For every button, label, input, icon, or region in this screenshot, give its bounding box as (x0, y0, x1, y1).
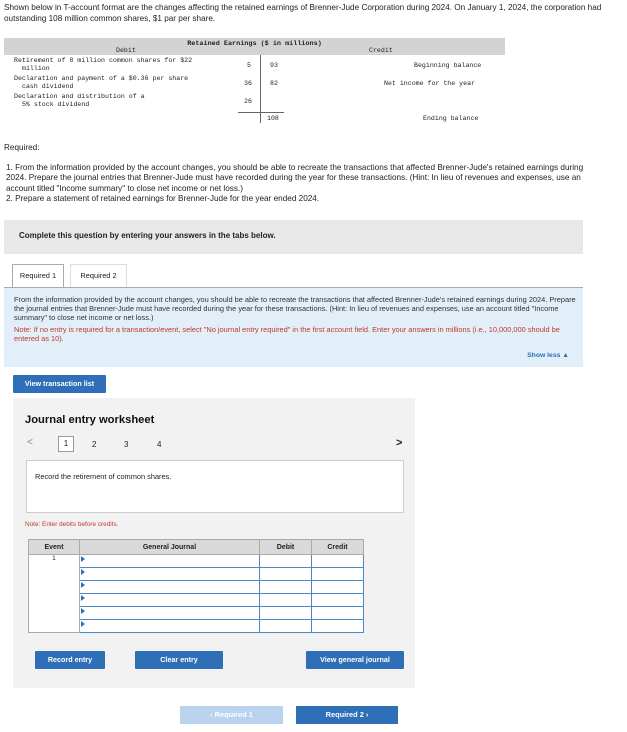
credit-input[interactable] (312, 620, 364, 633)
journal-row (29, 581, 364, 594)
debit-input[interactable] (260, 594, 312, 607)
col-debit: Debit (260, 540, 312, 555)
page-4[interactable]: 4 (157, 440, 162, 449)
required-section (4, 143, 604, 205)
debit-row-amount: 26 (244, 98, 252, 105)
ending-desc: Ending balance (423, 115, 479, 122)
record-entry-button[interactable]: Record entry (35, 651, 105, 669)
debit-row-desc: Declaration and payment of a $0.36 per share (14, 75, 189, 82)
account-select[interactable] (80, 581, 260, 594)
dropdown-marker-icon (81, 569, 85, 575)
ending-amount: 108 (267, 115, 279, 122)
show-less-link[interactable]: Show less ▲ (527, 352, 569, 359)
dropdown-marker-icon (81, 556, 85, 562)
tab-required-1[interactable]: Required 1 (12, 264, 64, 287)
next-required-button[interactable]: Required 2 › (296, 706, 398, 724)
dropdown-marker-icon (81, 608, 85, 614)
tab-required-2[interactable]: Required 2 (70, 264, 127, 287)
record-instruction: Record the retirement of common shares. (35, 472, 172, 481)
t-account-title: Retained Earnings ($ in millions) (187, 40, 322, 48)
record-instruction-box (26, 460, 404, 513)
journal-row (29, 607, 364, 620)
journal-entry-worksheet (13, 398, 415, 688)
account-select[interactable] (80, 594, 260, 607)
debit-row-desc: million (22, 65, 50, 72)
banner-text: Complete this question by entering your answers in the tabs below. (19, 231, 276, 240)
debit-row-amount: 36 (244, 80, 252, 87)
debits-note: Note: Enter debits before credits. (25, 521, 119, 528)
debit-row-desc: 5% stock dividend (22, 101, 90, 108)
view-general-journal-button[interactable]: View general journal (306, 651, 404, 669)
page-2[interactable]: 2 (92, 440, 97, 449)
credit-label: Credit (369, 47, 393, 54)
credit-input[interactable] (312, 581, 364, 594)
journal-row (29, 620, 364, 633)
page-3[interactable]: 3 (124, 440, 129, 449)
event-cell: 1 (29, 555, 80, 633)
prev-required-button[interactable]: ‹ Required 1 (180, 706, 283, 724)
account-select[interactable] (80, 555, 260, 568)
debit-label: Debit (116, 47, 136, 54)
t-account-total-rule (238, 112, 284, 113)
debit-input[interactable] (260, 555, 312, 568)
debit-row-desc: Retirement of 8 million common shares for $22 (14, 57, 193, 64)
debit-row-amount: 5 (247, 62, 251, 69)
clear-entry-button[interactable]: Clear entry (135, 651, 223, 669)
instructions-banner (4, 220, 583, 254)
journal-row (29, 555, 364, 568)
debit-row-desc: Declaration and distribution of a (14, 93, 145, 100)
view-transaction-list-button[interactable]: View transaction list (13, 375, 106, 393)
required-item-2: 2. Prepare a statement of retained earnings for Brenner-Jude for the year ended 2024. (6, 194, 320, 204)
info-note: Note: If no entry is required for a transaction/event, select "No journal entry required" in the first account field. Enter your answers in millions (i.e., 10,000,000 should be entered as 10). (14, 325, 560, 343)
debit-input[interactable] (260, 581, 312, 594)
next-page-icon[interactable]: > (396, 437, 403, 449)
account-select[interactable] (80, 620, 260, 633)
intro-text: Shown below in T-account format are the changes affecting the retained earnings of Brenner-Jude Corporation during 2024. On January 1, 2024, the corporation had outstanding 108 million common shares, $1 par per share. (4, 3, 602, 23)
col-event: Event (29, 540, 80, 555)
journal-table (28, 539, 364, 633)
col-credit: Credit (312, 540, 364, 555)
credit-input[interactable] (312, 555, 364, 568)
credit-row-amount: 82 (270, 80, 278, 87)
debit-input[interactable] (260, 620, 312, 633)
credit-row-desc: Beginning balance (414, 62, 482, 69)
credit-input[interactable] (312, 594, 364, 607)
account-select[interactable] (80, 607, 260, 620)
credit-row-amount: 93 (270, 62, 278, 69)
account-select[interactable] (80, 568, 260, 581)
required-heading: Required: (4, 143, 40, 152)
credit-input[interactable] (312, 607, 364, 620)
page-1[interactable]: 1 (58, 436, 74, 452)
debit-row-desc: cash dividend (22, 83, 74, 90)
journal-row (29, 594, 364, 607)
required-item-1: 1. From the information provided by the account changes, you should be able to recreate the transactions that affected Brenner-Jude's retained earnings during 2024. Prepare the journal entries that Brenner-Jude must have recorded during the year for these transactions. (Hint: In lieu of revenues and expenses, use an account titled "Income summary" to close net income or net loss.) (6, 162, 584, 193)
credit-input[interactable] (312, 568, 364, 581)
col-general-journal: General Journal (80, 540, 260, 555)
info-panel (4, 288, 583, 367)
dropdown-marker-icon (81, 582, 85, 588)
credit-row-desc: Net income for the year (384, 80, 476, 87)
debit-input[interactable] (260, 607, 312, 620)
journal-row (29, 568, 364, 581)
dropdown-marker-icon (81, 595, 85, 601)
info-text: From the information provided by the account changes, you should be able to recreate the transactions that affected Brenner-Jude's retained earnings during 2024. Prepare the journal entries that Brenner-Jude must have recorded during the year for these transactions. (Hint: In lieu of revenues and expenses, use an account titled "Income summary" to close net income or net loss.) (14, 295, 576, 322)
worksheet-title: Journal entry worksheet (25, 414, 155, 426)
dropdown-marker-icon (81, 621, 85, 627)
debit-input[interactable] (260, 568, 312, 581)
prev-page-icon[interactable]: < (27, 437, 33, 448)
